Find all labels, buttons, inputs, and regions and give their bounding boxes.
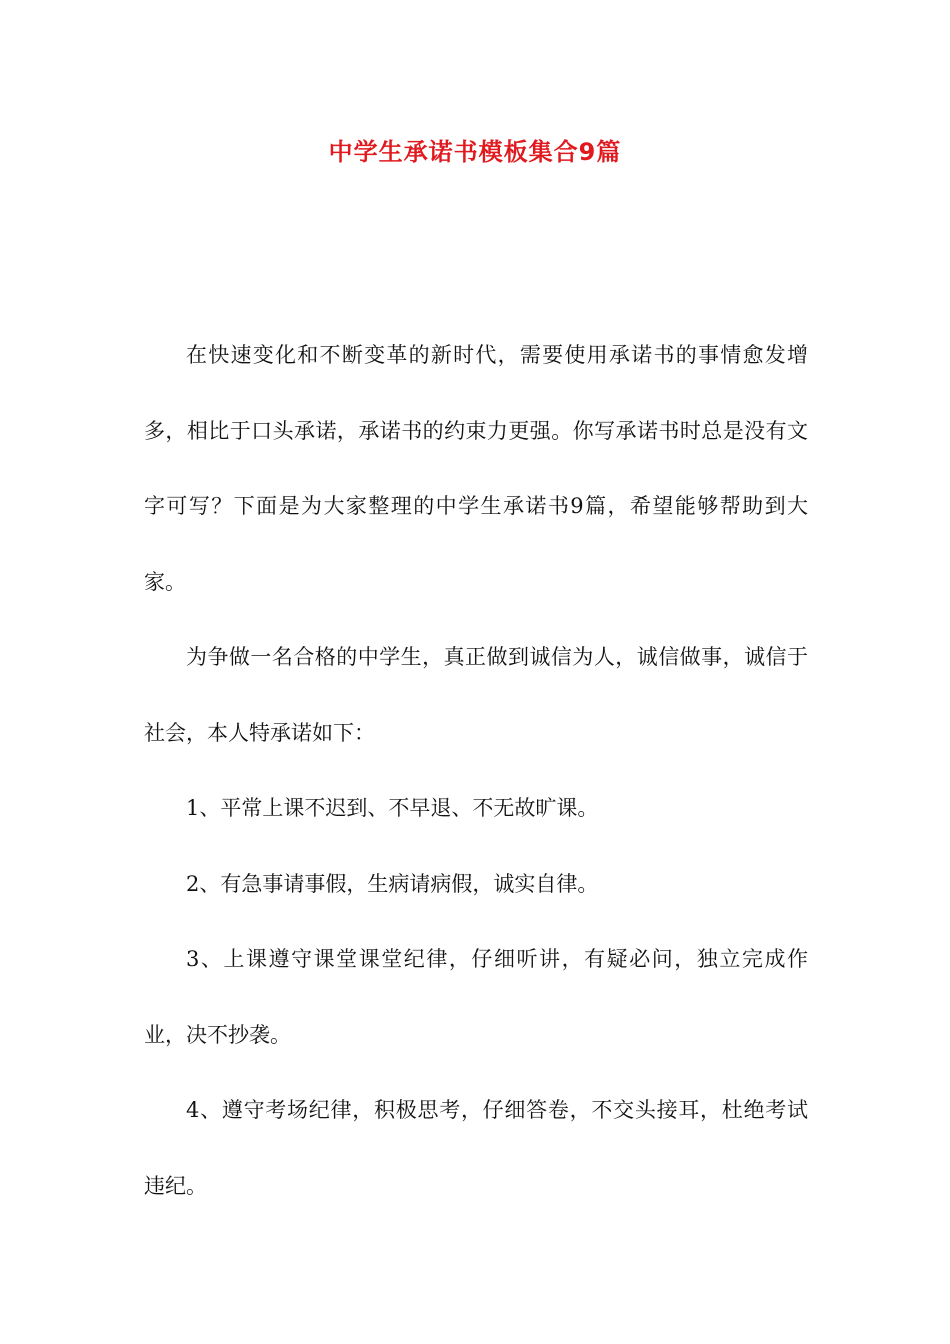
pledge-item-3: 3、上课遵守课堂课堂纪律，仔细听讲，有疑必问，独立完成作业，决不抄袭。 xyxy=(144,947,808,1047)
document-title: 中学生承诺书模板集合9篇 xyxy=(328,138,622,166)
paragraph-pledge-preface: 为争做一名合格的中学生，真正做到诚信为人，诚信做事，诚信于社会，本人特承诺如下： xyxy=(144,645,808,745)
pledge-item-1: 1、平常上课不迟到、不早退、不无故旷课。 xyxy=(186,796,599,820)
pledge-item-2: 2、有急事请事假，生病请病假，诚实自律。 xyxy=(186,871,599,896)
pledge-item-4: 4、遵守考场纪律，积极思考，仔细答卷，不交头接耳，杜绝考试违纪。 xyxy=(144,1098,808,1198)
paragraph-intro: 在快速变化和不断变革的新时代，需要使用承诺书的事情愈发增多，相比于口头承诺，承诺书的约束力更强。你写承诺书时总是没有文字可写？下面是为大家整理的中学生承诺书9篇，希望能够帮助到大家。 xyxy=(144,343,808,594)
document-body xyxy=(144,318,808,1224)
